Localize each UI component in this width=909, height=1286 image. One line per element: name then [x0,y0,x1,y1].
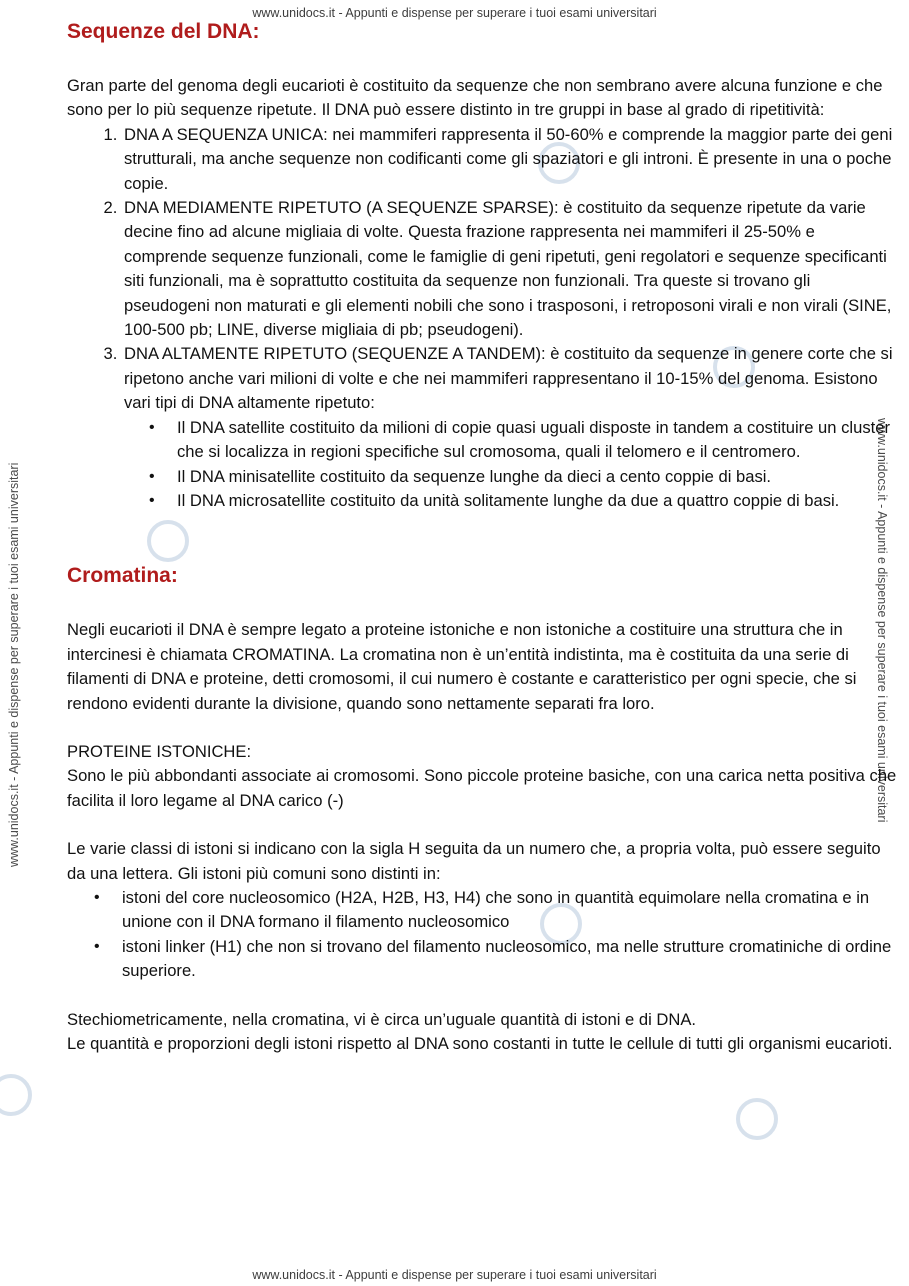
watermark-logo-icon [736,1098,778,1140]
section-title-sequenze: Sequenze del DNA: [67,20,260,43]
list-item-text: DNA ALTAMENTE RIPETUTO (SEQUENZE A TANDEM): è costituito da sequenze in genere corte che si ripetono anche vari milioni di volte e che nei mammiferi rappresentano il 10-15% del genoma. Esistono vari tipi di DNA altamente ripetuto: [124,344,893,413]
list-item: • Il DNA microsatellite costituito da unità solitamente lunghe da due a quattro coppie di basi. [177,489,897,513]
repeated-dna-types-list [67,416,897,514]
list-item [122,342,897,415]
istoni-classi-text: Le varie classi di istoni si indicano con la sigla H seguita da un numero che, a propria volta, può essere seguito da una lettera. Gli istoni più comuni sono distinti in: [67,839,881,883]
list-item: • Il DNA satellite costituito da milioni di copie quasi uguali disposte in tandem a costituire un cluster che si localizza in regioni specifiche sul cromosoma, quali il telomero e il centromero. [177,416,897,465]
list-item: • istoni del core nucleosomico (H2A, H2B, H3, H4) che sono in quantità equimolare nella cromatina e in unione con il DNA formano il filamento nucleosomico [122,886,897,935]
document-body [67,16,897,1056]
cromatina-intro: Negli eucarioti il DNA è sempre legato a proteine istoniche e non istoniche a costituire una struttura che in intercinesi è chiamata CROMATINA. La cromatina non è un’entità indistinta, ma è costituita da una serie di filamenti di DNA e proteine, detti cromosomi, il cui numero è costante e caratteristico per ogni specie, che si rendono evidenti durante la divisione, quando sono nettamente separati fra loro. [67,620,857,713]
stechiometria-text: Stechiometricamente, nella cromatina, vi è circa un’uguale quantità di istoni e di DNA. [67,1009,697,1029]
watermark-logo-icon [0,1074,32,1116]
proporzioni-text: Le quantità e proporzioni degli istoni rispetto al DNA sono costanti in tutte le cellule di tutti gli organismi eucarioti. [67,1034,893,1053]
proteine-istoniche-text: Sono le più abbondanti associate ai cromosomi. Sono piccole proteine basiche, con una carica netta positiva che facilita il loro legame al DNA carico (-) [67,766,897,810]
list-item: 1. DNA A SEQUENZA UNICA: nei mammiferi rappresenta il 50-60% e comprende la maggior parte dei geni strutturali, ma anche sequenze non codificanti come gli spaziatori e gli introni. È presente in una o poche copie. [122,123,897,196]
watermark-right: www.unidocs.it - Appunti e dispense per superare i tuoi esami universitari [875,418,889,823]
list-item: • Il DNA minisatellite costituito da sequenze lunghe da dieci a cento coppie di basi. [177,465,897,489]
watermark-bottom: www.unidocs.it - Appunti e dispense per superare i tuoi esami universitari [252,1268,657,1282]
section-title-cromatina: Cromatina: [67,564,178,588]
sequenze-intro: Gran parte del genoma degli eucarioti è costituito da sequenze che non sembrano avere alcuna funzione e che sono per lo più sequenze ripetute. Il DNA può essere distinto in tre gruppi in base al grado di ripetitività: [67,76,883,120]
istoni-list [67,886,897,984]
proteine-istoniche-heading: PROTEINE ISTONICHE: [67,741,252,761]
list-item: 2. DNA MEDIAMENTE RIPETUTO (A SEQUENZE SPARSE): è costituito da sequenze ripetute da varie decine fino ad alcune migliaia di volte. Questa frazione rappresenta nei mammiferi il 25-50% e comprende sequenze funzionali, come le famiglie di geni ripetuti, geni regolatori e sequenze specificanti siti funzionali, ma è soprattutto costituita da sequenze non funzionali. Tra queste si trovano gli pseudogeni non maturati e gli elementi nobili che sono i trasposoni, i retroposoni virali e non virali (SINE, 100-500 pb; LINE, diverse migliaia di pb; pseudogeni). [122,196,897,342]
watermark-left: www.unidocs.it - Appunti e dispense per superare i tuoi esami universitari [7,462,21,867]
watermark-top: www.unidocs.it - Appunti e dispense per superare i tuoi esami universitari [252,6,657,20]
list-item: • istoni linker (H1) che non si trovano del filamento nucleosomico, ma nelle strutture cromatiniche di ordine superiore. [122,935,897,984]
dna-groups-list [67,123,897,416]
